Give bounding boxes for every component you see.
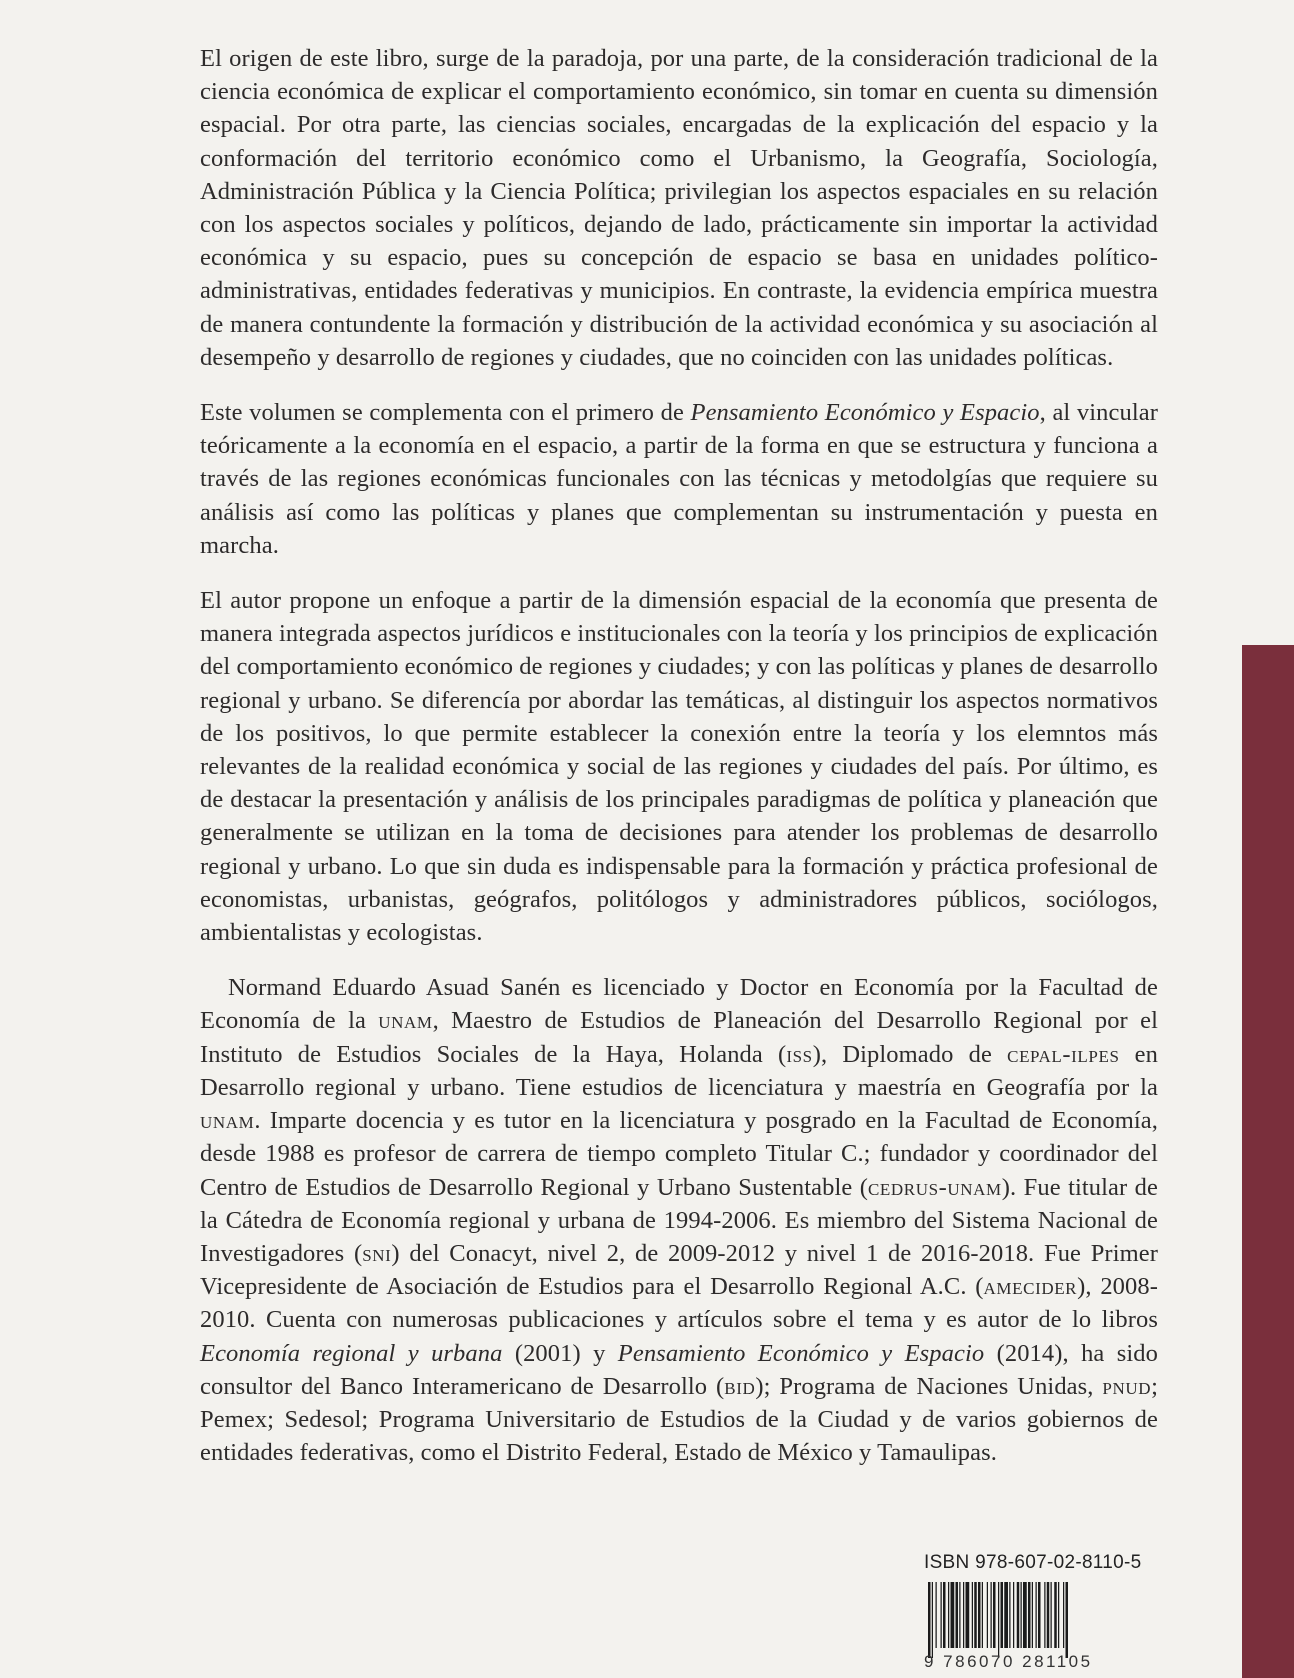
acronym-cepal: cepal-ilpes xyxy=(1007,1040,1120,1068)
bio-text: ; Pemex; Sedesol; Programa Universitario de Estudios de la Ciudad y de varios gobiernos de entidades federativas, como el Distrito Federal, Estado de México y Tamaulipas. xyxy=(200,1372,1158,1467)
paragraph-approach: El autor propone un enfoque a partir de la dimensión espacial de la economía que presenta de manera integrada aspectos jurídicos e institucionales con la teoría y los principios de explicación del comportamiento económico de regiones y ciudades; y con las políticas y planes de desarrollo regional y urbano. Se diferencía por abordar las temáticas, al distinguir los aspectos normativos de los positivos, lo que permite establecer la conexión entre la teoría y los elemntos más relevantes de la realidad económica y social de las regiones y ciudades del país. Por último, es de destacar la presentación y análisis de los principales paradigmas de política y planeación que generalmente se utilizan en la toma de decisiones para atender los problemas de desarrollo regional y urbano. Lo que sin duda es indispensable para la formación y práctica profesional de economistas, urbanistas, geógrafos, politólogos y administradores públicos, sociólogos, ambientalistas y ecologistas. xyxy=(200,587,1158,947)
book-title-italic: Pensamiento Económico y Espacio xyxy=(617,1339,985,1367)
barcode xyxy=(924,1582,1120,1658)
bio-text: ). Fue titular de la Cátedra de Economía regional y urbana de 1994-2006. Es miembro del Sistema Nacional de Investigadores ( xyxy=(200,1173,1158,1267)
isbn-label: ISBN 978-607-02-8110-5 xyxy=(924,1552,1142,1573)
bio-text: ), Diplomado de xyxy=(812,1040,1008,1068)
paragraph-volume-text: , al vincular teóricamente a la economía en el espacio, a partir de la forma en que se estructura y funciona a través de las regiones económicas funcionales con las técnicas y metodolgías que requiere su análisis así como las políticas y planes que complementan su instrumentación y puesta en marcha. xyxy=(200,399,1158,559)
paragraph-volume-text: Este volumen se complementa con el primero de xyxy=(200,399,691,427)
author-bio xyxy=(200,971,1158,1469)
bio-text: ), 2008-2010. Cuenta con numerosas publicaciones y artículos sobre el tema y es autor de lo libros xyxy=(200,1273,1158,1334)
isbn-barcode-block xyxy=(924,1552,1142,1672)
acronym-amecider: amecider xyxy=(983,1273,1078,1301)
book-title-italic: Pensamiento Económico y Espacio xyxy=(690,399,1040,427)
paragraph-volume xyxy=(200,396,1158,562)
acronym-unam: unam xyxy=(200,1107,255,1135)
bio-text: ) del Conacyt, nivel 2, de 2009-2012 y nivel 1 de 2016-2018. Fue Primer Vicepresidente de Asociación de Estudios para el Desarrollo Regional A.C. ( xyxy=(200,1239,1158,1301)
spine-color-band xyxy=(1242,645,1294,1678)
acronym-pnud: pnud xyxy=(1102,1372,1152,1400)
back-cover-text xyxy=(200,42,1158,1491)
bio-text: Normand Eduardo Asuad Sanén es licenciado y Doctor en Economía por la Facultad de Economía de la xyxy=(200,974,1158,1035)
bio-text: ); Programa de Naciones Unidas, xyxy=(755,1372,1103,1400)
bio-text: (2014), ha sido consultor del Banco Interamericano de Desarrollo ( xyxy=(200,1339,1158,1400)
book-title-italic: Economía regional y urbana xyxy=(200,1339,503,1367)
bio-text: . Imparte docencia y es tutor en la licenciatura y posgrado en la Facultad de Economía, desde 1988 es profesor de carrera de tiempo completo Titular C.; fundador y coordinador del Centro de Estudios de Desarrollo Regional y Urbano Sustentable ( xyxy=(200,1107,1158,1201)
acronym-bid: bid xyxy=(724,1372,756,1400)
acronym-unam: unam xyxy=(378,1007,433,1035)
acronym-cedrus: cedrus-unam xyxy=(867,1173,1002,1201)
acronym-iss: iss xyxy=(786,1040,813,1068)
bio-text: , Maestro de Estudios de Planeación del Desarrollo Regional por el Instituto de Estudios Sociales de la Haya, Holanda ( xyxy=(200,1007,1158,1068)
bio-text: en Desarrollo regional y urbano. Tiene estudios de licenciatura y maestría en Geografía por la xyxy=(200,1040,1158,1101)
barcode-digits: 9 786070 281105 xyxy=(924,1652,1093,1671)
paragraph-intro: El origen de este libro, surge de la paradoja, por una parte, de la consideración tradicional de la ciencia económica de explicar el comportamiento económico, sin tomar en cuenta su dimensión espacial. Por otra parte, las ciencias sociales, encargadas de la explicación del espacio y la conformación del territorio económico como el Urbanismo, la Geografía, Sociología, Administración Pública y la Ciencia Política; privilegian los aspectos espaciales en su relación con los aspectos sociales y políticos, dejando de lado, prácticamente sin importar la actividad económica y su espacio, pues su concepción de espacio se basa en unidades político-administrativas, entidades federativas y municipios. En contraste, la evidencia empírica muestra de manera contundente la formación y distribución de la actividad económica y su asociación al desempeño y desarrollo de regiones y ciudades, que no coinciden con las unidades políticas. xyxy=(200,45,1158,371)
acronym-sni: sni xyxy=(362,1239,392,1267)
bio-text: (2001) y xyxy=(502,1339,618,1367)
